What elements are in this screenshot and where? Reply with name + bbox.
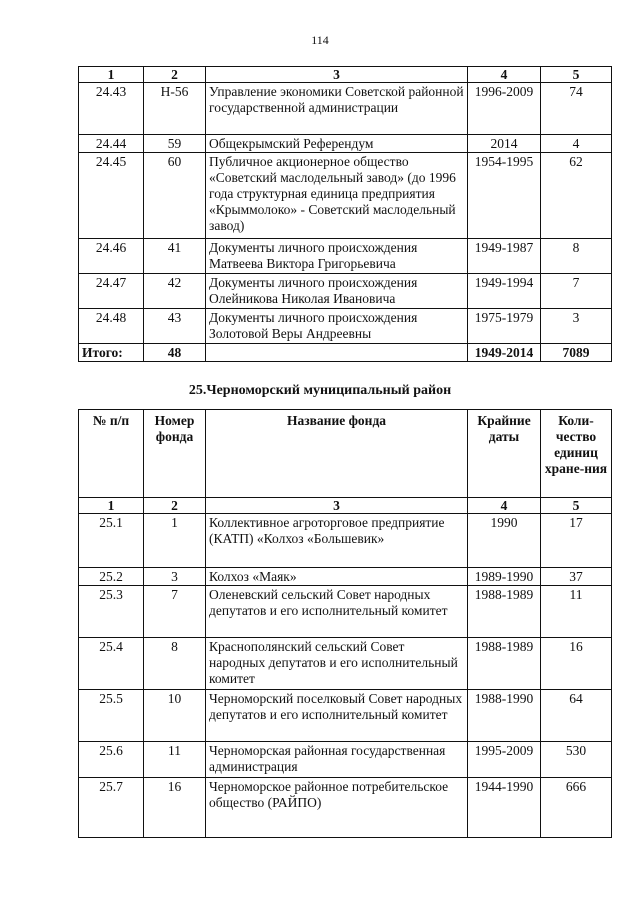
fond-units: 8 (541, 239, 612, 274)
row-number: 24.43 (79, 83, 144, 135)
total-row (79, 344, 612, 362)
fond-number: 7 (144, 586, 206, 638)
fond-dates: 1995-2009 (468, 742, 541, 778)
total-label: Итого: (79, 344, 144, 362)
table-row (79, 778, 612, 838)
table-row (79, 638, 612, 690)
column-number: 4 (468, 498, 541, 514)
fond-number: 8 (144, 638, 206, 690)
fond-units: 62 (541, 153, 612, 239)
fond-dates: 1988-1990 (468, 690, 541, 742)
column-number-row (79, 67, 612, 83)
table-row (79, 274, 612, 309)
total-name (206, 344, 468, 362)
table-row (79, 514, 612, 568)
column-number: 1 (79, 498, 144, 514)
fond-dates: 2014 (468, 135, 541, 153)
fond-number: 43 (144, 309, 206, 344)
table-archive-funds-continued (78, 66, 612, 362)
column-number-row (79, 498, 612, 514)
fond-units: 4 (541, 135, 612, 153)
fond-dates: 1949-1994 (468, 274, 541, 309)
fond-number: 3 (144, 568, 206, 586)
fond-name: Черноморский поселковый Совет народных депутатов и его исполнительный комитет (206, 690, 468, 742)
total-fond-count: 48 (144, 344, 206, 362)
table-row (79, 690, 612, 742)
row-number: 25.4 (79, 638, 144, 690)
fond-dates: 1988-1989 (468, 586, 541, 638)
fond-units: 7 (541, 274, 612, 309)
fond-name: Общекрымский Референдум (206, 135, 468, 153)
table-row (79, 568, 612, 586)
row-number: 25.7 (79, 778, 144, 838)
fond-units: 666 (541, 778, 612, 838)
fond-units: 16 (541, 638, 612, 690)
fond-number: 59 (144, 135, 206, 153)
fond-dates: 1989-1990 (468, 568, 541, 586)
header-no: № п/п (79, 410, 144, 498)
row-number: 25.1 (79, 514, 144, 568)
header-dates: Крайние даты (468, 410, 541, 498)
header-fond-name: Название фонда (206, 410, 468, 498)
total-units: 7089 (541, 344, 612, 362)
fond-number: 1 (144, 514, 206, 568)
column-number: 2 (144, 498, 206, 514)
fond-units: 3 (541, 309, 612, 344)
fond-name: Оленевский сельский Совет народных депутатов и его исполнительный комитет (206, 586, 468, 638)
fond-dates: 1975-1979 (468, 309, 541, 344)
fond-units: 11 (541, 586, 612, 638)
column-number: 5 (541, 67, 612, 83)
column-number: 5 (541, 498, 612, 514)
fond-number: 42 (144, 274, 206, 309)
header-fond-number: Номер фонда (144, 410, 206, 498)
header-units: Коли-чество единиц хране-ния (541, 410, 612, 498)
fond-number: Н-56 (144, 83, 206, 135)
fond-name: Документы личного происхождения Олейникова Николая Ивановича (206, 274, 468, 309)
fond-number: 10 (144, 690, 206, 742)
section-title: 25.Черноморский муниципальный район (188, 383, 452, 398)
fond-name: Документы личного происхождения Золотовой Веры Андреевны (206, 309, 468, 344)
page-number: 114 (311, 33, 329, 47)
row-number: 24.48 (79, 309, 144, 344)
row-number: 24.47 (79, 274, 144, 309)
fond-name: Публичное акционерное общество «Советский маслодельный завод» (до 1996 года структурная единица предприятия «Крыммолоко» - Советский маслодельный завод) (206, 153, 468, 239)
table-row (79, 742, 612, 778)
table-row (79, 309, 612, 344)
row-number: 25.6 (79, 742, 144, 778)
row-number: 25.2 (79, 568, 144, 586)
fond-dates: 1996-2009 (468, 83, 541, 135)
column-number: 1 (79, 67, 144, 83)
fond-units: 17 (541, 514, 612, 568)
table-row (79, 83, 612, 135)
fond-name: Документы личного происхождения Матвеева Виктора Григорьевича (206, 239, 468, 274)
fond-name: Управление экономики Советской районной государственной администрации (206, 83, 468, 135)
fond-name: Колхоз «Маяк» (206, 568, 468, 586)
fond-units: 37 (541, 568, 612, 586)
row-number: 25.5 (79, 690, 144, 742)
fond-number: 41 (144, 239, 206, 274)
fond-units: 74 (541, 83, 612, 135)
column-number: 2 (144, 67, 206, 83)
fond-number: 16 (144, 778, 206, 838)
fond-dates: 1944-1990 (468, 778, 541, 838)
row-number: 24.46 (79, 239, 144, 274)
fond-number: 11 (144, 742, 206, 778)
table-row (79, 135, 612, 153)
fond-dates: 1990 (468, 514, 541, 568)
fond-name: Черноморская районная государственная администрация (206, 742, 468, 778)
fond-dates: 1949-1987 (468, 239, 541, 274)
fond-name: Черноморское районное потребительское общество (РАЙПО) (206, 778, 468, 838)
row-number: 25.3 (79, 586, 144, 638)
fond-units: 530 (541, 742, 612, 778)
fond-number: 60 (144, 153, 206, 239)
table-row (79, 586, 612, 638)
fond-dates: 1988-1989 (468, 638, 541, 690)
column-number: 3 (206, 498, 468, 514)
column-number: 4 (468, 67, 541, 83)
row-number: 24.44 (79, 135, 144, 153)
table-header-row (79, 410, 612, 498)
total-dates: 1949-2014 (468, 344, 541, 362)
table-row (79, 153, 612, 239)
fond-name: Краснополянский сельский Совет народных депутатов и его исполнительный комитет (206, 638, 468, 690)
table-chernomorsky-funds (78, 409, 612, 838)
column-number: 3 (206, 67, 468, 83)
fond-name: Коллективное агроторговое предприятие (КАТП) «Колхоз «Большевик» (206, 514, 468, 568)
fond-dates: 1954-1995 (468, 153, 541, 239)
fond-units: 64 (541, 690, 612, 742)
table-row (79, 239, 612, 274)
row-number: 24.45 (79, 153, 144, 239)
